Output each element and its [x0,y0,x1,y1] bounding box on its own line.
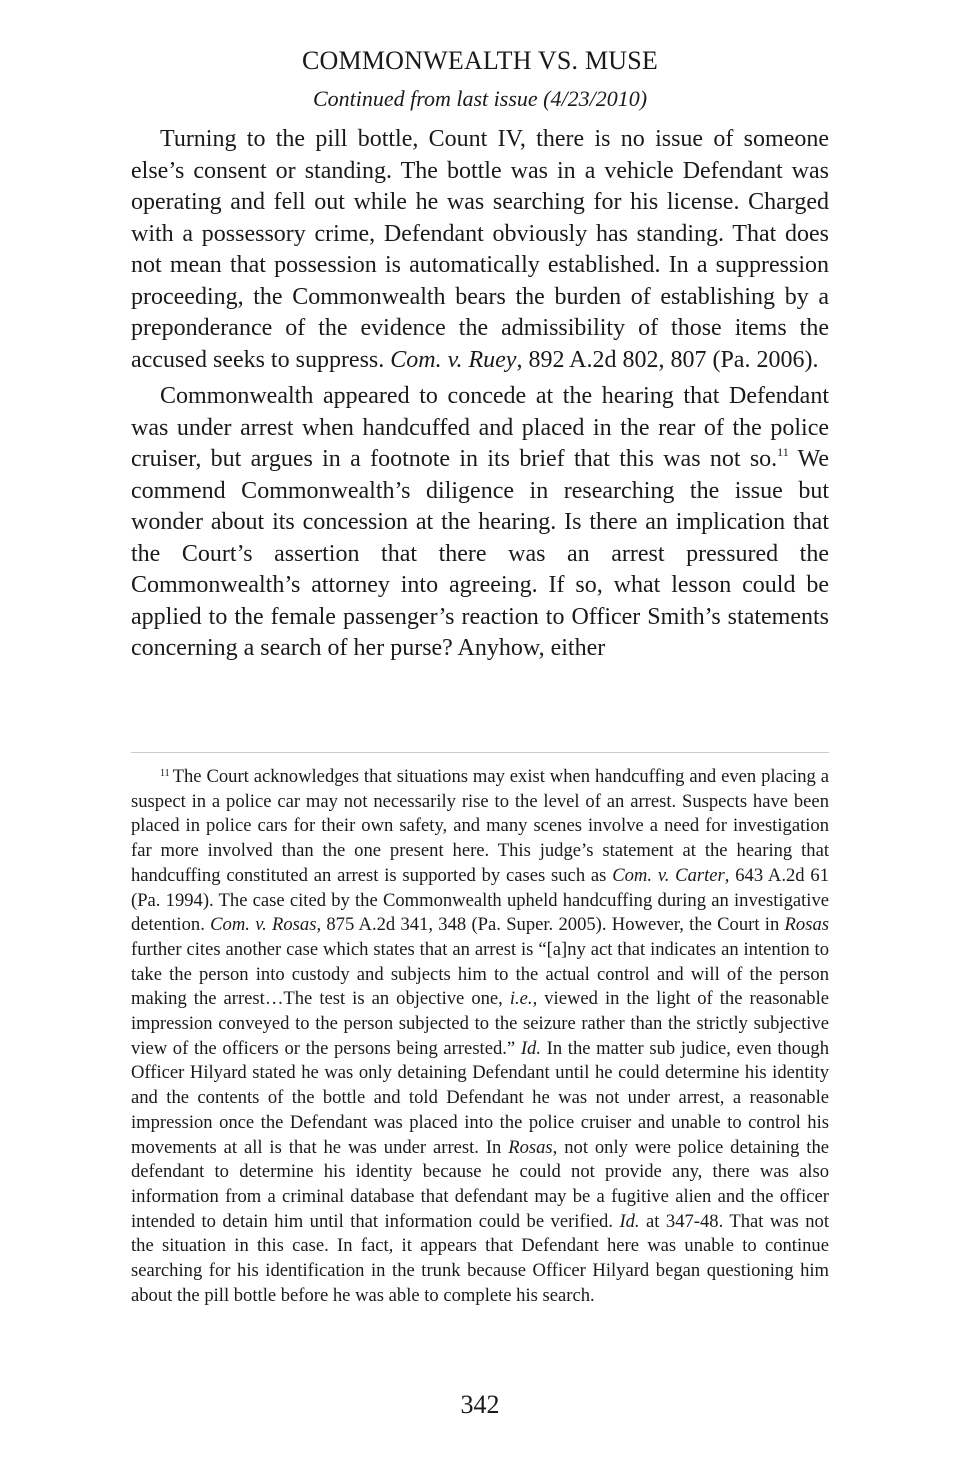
paragraph-text: Commonwealth appeared to concede at the hearing that Defendant was under arrest when handcuffed and placed in the rear of the police cruiser, but argues in a footnote in its brief that this was not so. [131,383,829,472]
case-citation: Com. v. Carter [612,864,725,886]
running-header-title: COMMONWEALTH VS. MUSE [302,46,658,75]
footnote-text: further cites another case which states that an arrest is “[a]ny act that indicates an intention to take the person into custody and subjects him to the actual control and will of the person making the arrest…The test is an objective one, [131,938,829,1010]
body-paragraph-arrest [131,381,829,665]
footnote-reference[interactable]: 11 [777,445,789,459]
footnote-11 [131,765,829,1308]
running-header-subtitle: Continued from last issue (4/23/2010) [312,86,648,111]
page-number: 342 [460,1390,500,1419]
case-citation: Id. [619,1210,640,1232]
footnote-text: The Court acknowledges that situations may exist when handcuffing and even placing a suspect in a police car may not necessarily rise to the level of an arrest. Suspects have been placed in police cars for their own safety, and many scenes involve a need for investigation far more involved than the one present here. This judge’s statement at the hearing that handcuffing constituted an arrest is supported by cases such as [131,766,829,886]
footnote-number: 11 [160,768,170,779]
paragraph-text: Turning to the pill bottle, Count IV, there is no issue of someone else’s consent or standing. The bottle was in a vehicle Defendant was operating and fell out while he was searching for his license. Charged with a possessory crime, Defendant obviously has standing. That does not mean that possession is automatically established. In a suppression proceeding, the Commonwealth bears the burden of establishing by a preponderance of the evidence the admissibility of those items the accused seeks to suppress. [131,126,829,373]
paragraph-text: We commend Commonwealth’s diligence in researching the issue but wonder about its concession at the hearing. Is there an implication that the Court’s assertion that there was an arrest pressured the Commonwealth’s attorney into agreeing. If so, what lesson could be applied to the female passenger’s reaction to Officer Smith’s statements concerning a search of her purse? Anyhow, either [131,446,829,661]
footnote-divider [131,752,829,753]
footnote-text: , 643 A.2d 61 (Pa. 1994). The case cited by the Commonwealth upheld handcuffing during an investigative detention. [131,864,829,936]
footnote-text: at 347-48. That was not the situation in this case. In fact, it appears that Defendant here was unable to continue searching for his identification in the trunk because Officer Hilyard began questioning him about the pill bottle before he was able to complete his search. [131,1210,829,1306]
footnote-text: , 875 A.2d 341, 348 (Pa. Super. 2005). However, the Court in [316,914,785,936]
footnote-text: In the matter sub judice, even though Officer Hilyard stated he was only detaining Defendant until he could determine his identity and the contents of the bottle and told Defendant he was not under arrest, a reasonable impression once the Defendant was placed into the police cruiser and unable to control his movements at all is that he was under arrest. In [131,1037,829,1158]
case-citation: Com. v. Ruey [390,346,517,373]
case-citation: Rosas [784,914,829,936]
case-citation: Rosas [508,1136,553,1158]
case-citation: Com. v. Rosas [210,914,317,936]
body-paragraph-pill-bottle [131,124,829,376]
case-citation: Id. [520,1037,541,1059]
main-body-text [131,124,829,665]
paragraph-text: , 892 A.2d 802, 807 (Pa. 2006). [516,346,819,373]
footnote-text: , viewed in the light of the reasonable impression conveyed to the person subjected to the seizure rather than the strictly subjective view of the officers or the persons being arrested.” [131,988,829,1059]
latin-abbreviation: i.e. [509,988,533,1010]
footnote-text: , not only were police detaining the defendant to determine his identity because he could not provide any, there was also information from a criminal database that defendant may be a fugitive alien and the officer intended to detain him until that information could be verified. [131,1136,829,1232]
